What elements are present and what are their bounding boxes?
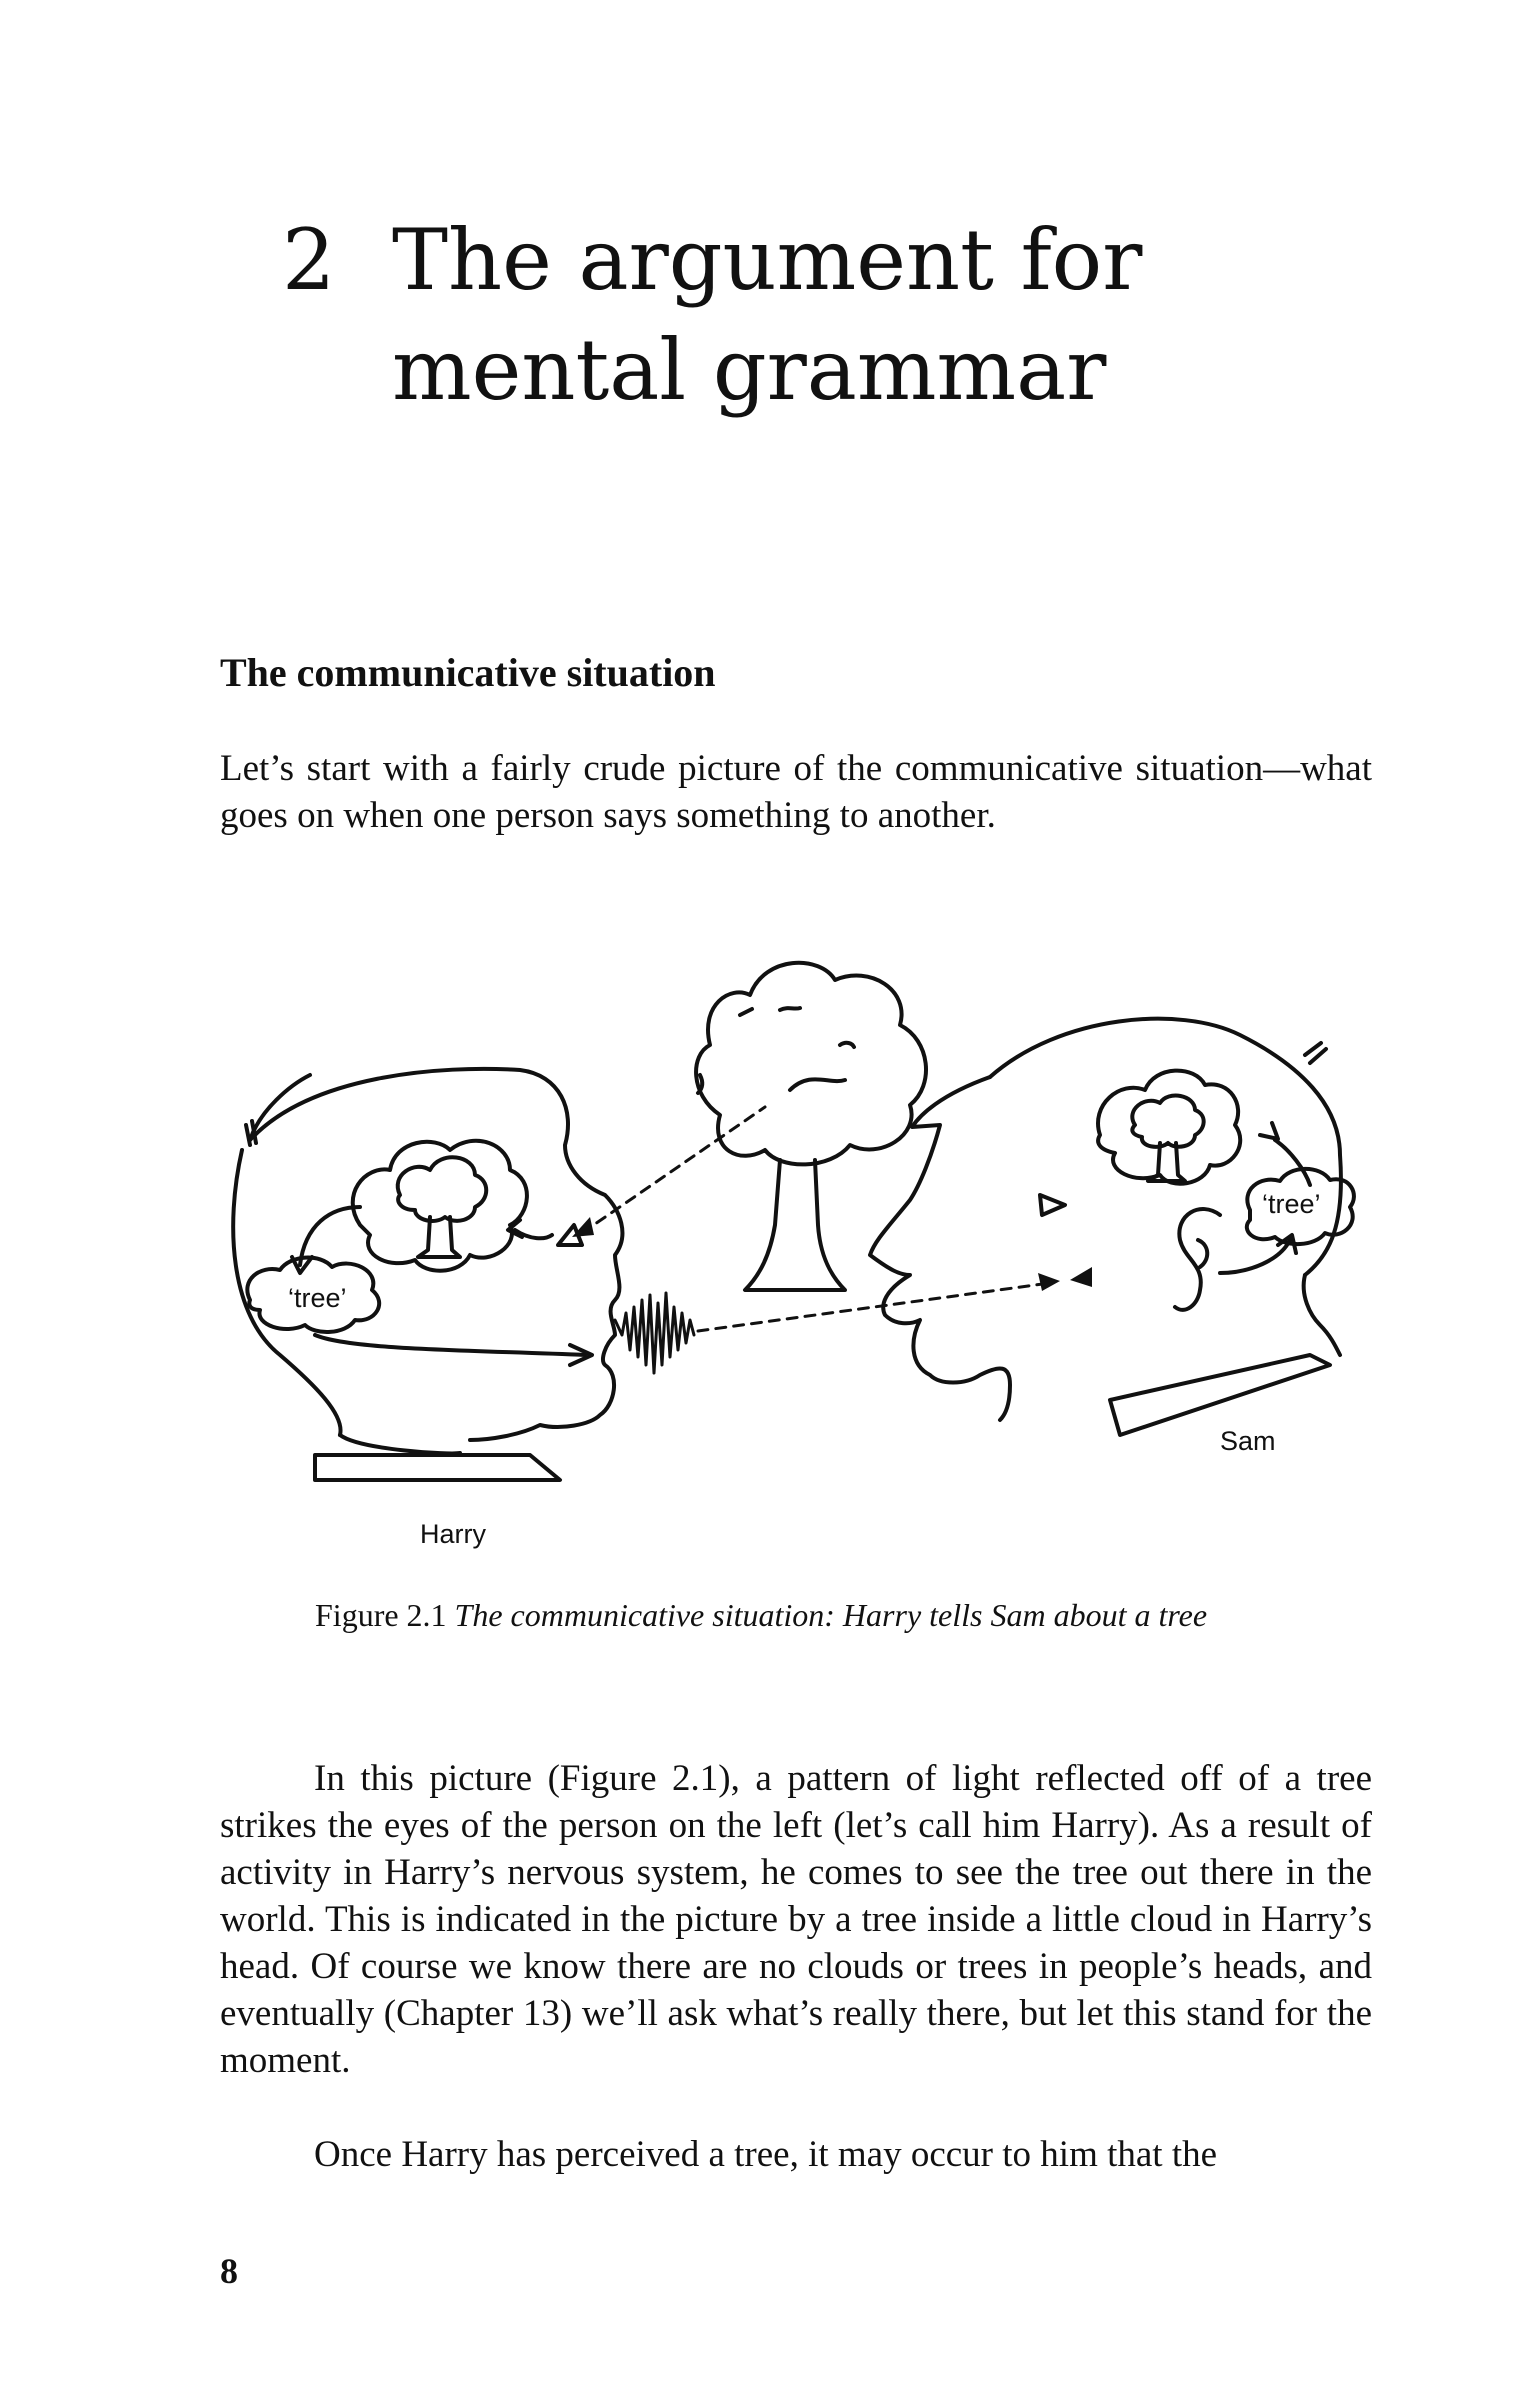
harry-thought-tree <box>353 1141 527 1271</box>
figure-caption-label: Figure 2.1 <box>315 1597 447 1633</box>
figure-illustration <box>220 895 1380 1555</box>
harry-head-illustration <box>233 1069 622 1480</box>
harry-thought-label: ‘tree’ <box>288 1283 347 1313</box>
sam-thought-label: ‘tree’ <box>1262 1189 1321 1219</box>
light-path-dashed-line <box>582 1107 765 1233</box>
tree-illustration <box>696 963 926 1290</box>
sam-thought-tree <box>1098 1071 1240 1184</box>
sound-waves <box>615 1293 694 1373</box>
figure-caption <box>315 1595 1315 1635</box>
page-number: 8 <box>220 2251 238 2291</box>
sam-label: Sam <box>1220 1426 1276 1456</box>
paragraph-body: In this picture (Figure 2.1), a pattern of light reflected off of a tree strikes the eyes of the person on the left (let’s call him Harry). As a result of activity in Harry’s nervous system, he comes to see the tree out there in the world. This is indicated in the picture by a tree inside a little cloud in Harry’s head. Of course we know there are no clouds or trees in people’s heads, and eventually (Chapter 13) we’ll ask what’s really there, but let this stand for the moment. <box>220 1758 1372 2081</box>
figure-caption-text: The communicative situation: Harry tells Sam about a tree <box>454 1597 1208 1633</box>
chapter-number: 2 <box>282 211 336 309</box>
paragraph-continued: Once Harry has perceived a tree, it may occur to him that the <box>314 2134 1218 2175</box>
figure-communicative-situation <box>220 895 1380 1555</box>
chapter-title: The argument for mental grammar <box>392 211 1143 419</box>
harry-label: Harry <box>420 1519 486 1549</box>
paragraph-intro: Let’s start with a fairly crude picture of the communicative situation—what goes on when one person says something to another. <box>220 748 1372 836</box>
sam-head-illustration <box>870 1019 1341 1435</box>
section-heading: The communicative situation <box>220 650 716 695</box>
